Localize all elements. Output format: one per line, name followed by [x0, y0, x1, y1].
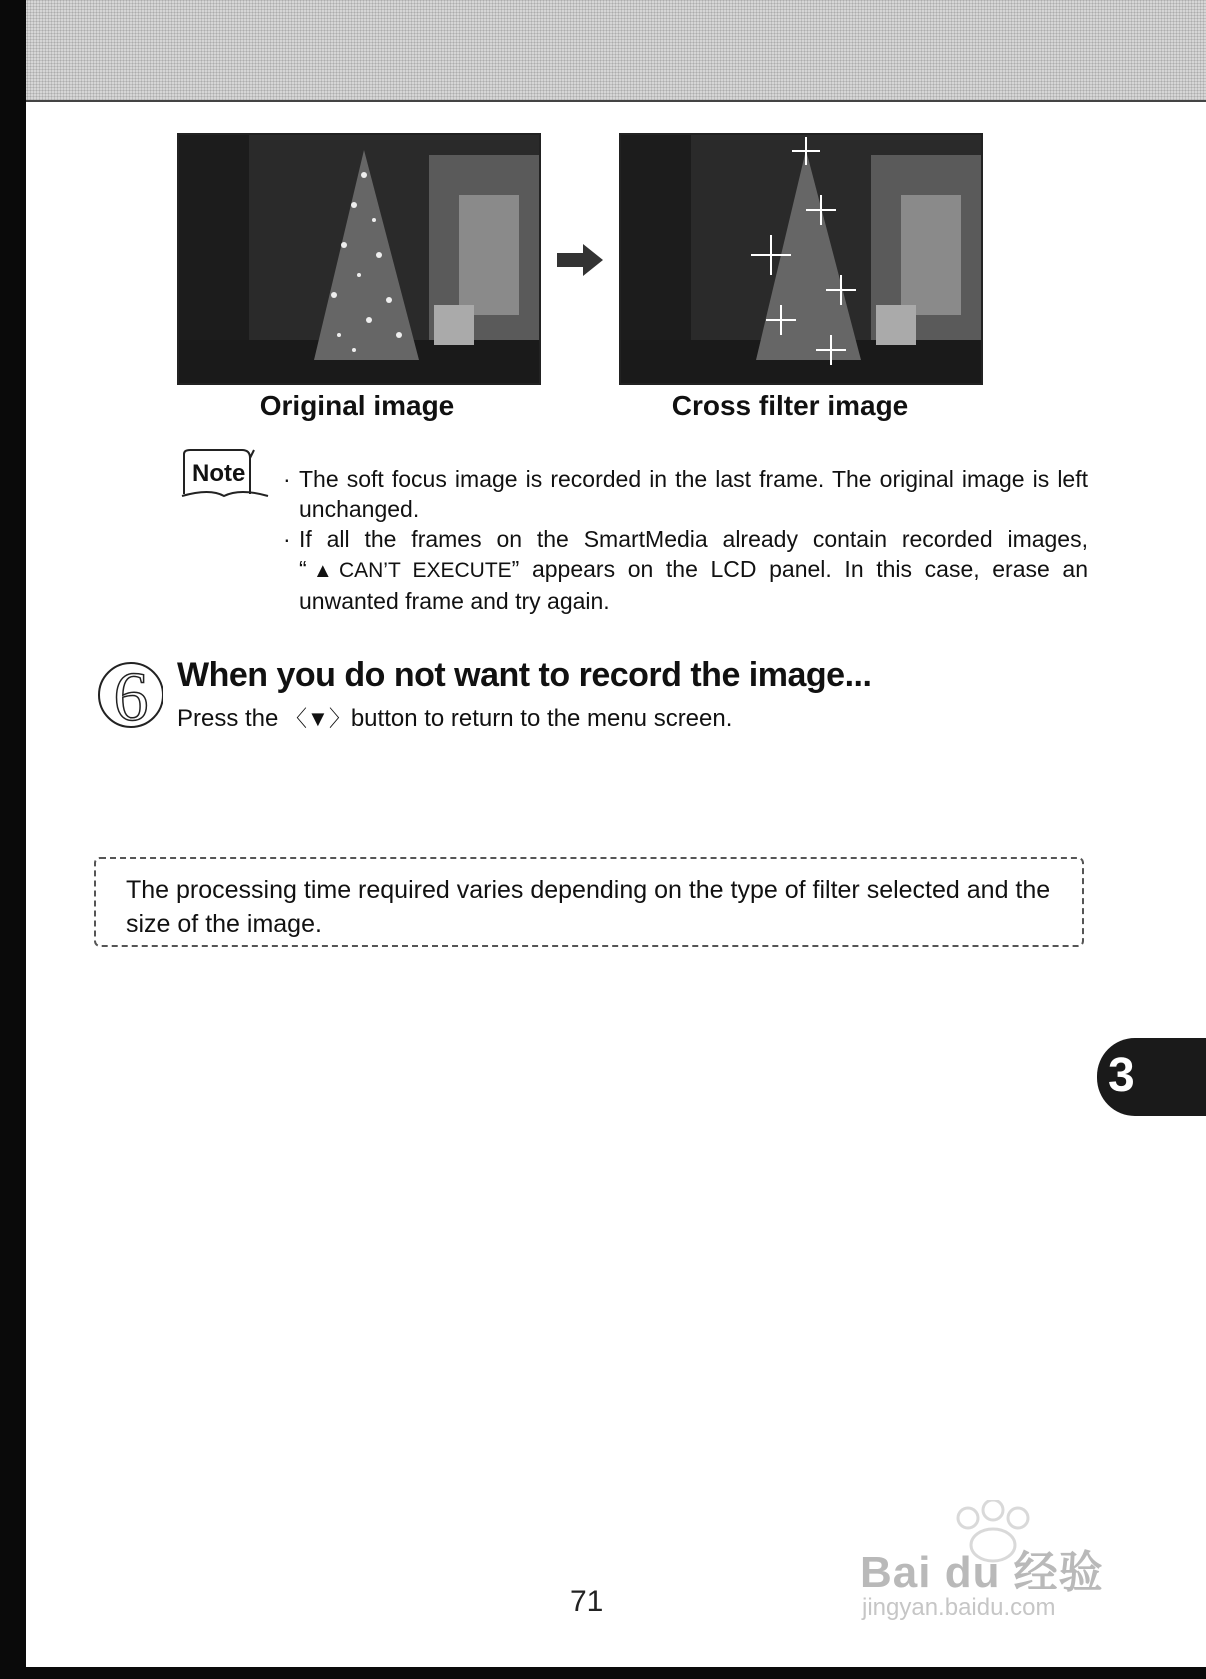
note-item-text: The soft focus image is recorded in the last frame. The original image is left unchanged.	[299, 466, 1088, 522]
page-number: 71	[570, 1585, 604, 1618]
arrow-right-icon	[557, 244, 603, 276]
step-number: 6	[113, 659, 149, 736]
note-item-text-end: ” appears on the LCD panel. In this case, erase an unwanted frame and try again.	[299, 556, 1089, 614]
note-item-text: If all the frames on the SmartMedia already contain recorded images, “	[299, 526, 1088, 582]
cross-filter-photo	[619, 133, 983, 385]
step-number-icon	[93, 650, 163, 740]
original-image-caption: Original image	[259, 390, 455, 421]
original-photo	[177, 133, 541, 385]
chapter-number: 3	[1108, 1049, 1135, 1102]
bullet: ·	[283, 526, 291, 552]
note-item	[283, 524, 1088, 616]
bullet: ·	[283, 466, 291, 492]
warning-icon: ▲	[306, 560, 339, 582]
scan-edge-bottom	[0, 1667, 1206, 1679]
info-box	[94, 857, 1084, 947]
info-text: The processing time required varies depending on the type of filter selected and the size of the image.	[126, 876, 1051, 938]
header-band	[0, 0, 1206, 102]
watermark-url: jingyan.baidu.com	[862, 1594, 1056, 1621]
step-body-end: button to return to the menu screen.	[350, 705, 733, 732]
note-list	[283, 464, 1088, 616]
scan-edge-left	[0, 0, 26, 1679]
down-button-symbol: 〈▼〉	[285, 706, 351, 731]
note-item	[283, 464, 1088, 524]
step-body	[177, 702, 732, 733]
step-body-start: Press the	[177, 705, 286, 732]
watermark-brand: Bai du 经验	[860, 1548, 1104, 1597]
step-title: When you do not want to record the image...	[177, 656, 872, 694]
cross-filter-caption: Cross filter image	[671, 390, 909, 421]
lcd-message: CAN’T EXECUTE	[338, 559, 512, 582]
note-label: Note	[192, 460, 246, 487]
